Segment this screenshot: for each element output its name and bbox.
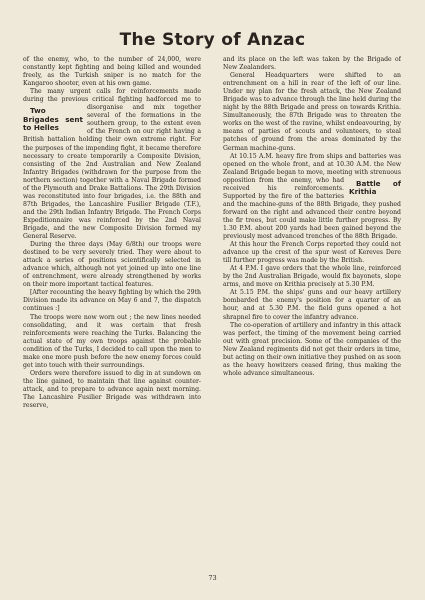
page-number: 73	[208, 574, 217, 582]
paragraph: During the three days (May 6/8th) our troops were destined to be very severely tried. They were about to attack a series of positions scientifically selected in advance which, although not yet joined up into one line of entrenchment, were already strengthened by works on their more important tactical features.	[23, 241, 201, 289]
paragraph: Orders were therefore issued to dig in at sundown on the line gained, to maintain that line against counter-attack, and to prepare to advance again next morning. The Lancashire Fusilier Brigade was withdrawn into reserve,	[23, 369, 201, 410]
paragraph	[223, 153, 401, 242]
paragraph: The co-operation of artillery and infantry in this attack was perfect, the timing of the movement being carried out with great precision. Some of the companies of the New Zealand regiments did not get their orders in time, but acting on their own initiative they pushed on as soon as the heavy howitzers ceased firing, thus making the whole advance simultaneous.	[223, 321, 401, 377]
paragraph: At 4 P.M. I gave orders that the whole line, reinforced by the 2nd Australian Brigade, would fix bayonets, slope arms, and move on Krithia precisely at 5.30 P.M.	[223, 265, 401, 289]
right-column	[223, 56, 401, 576]
side-heading-battle-of-krithia: Battle of Krithia	[349, 178, 401, 197]
paragraph	[23, 88, 201, 241]
paragraph-rest: forced me to disorganise and mix together several of the formations in the southern group, to the extent even of the French on our right having a British battalion holding their own extreme right. For the purposes of the impending fight, it became therefore necessary to create temporarily a Composite Division, consisting of the 2nd Australian and New Zealand Infantry Brigades (withdrawn for the purpose from the northern section) together with a Naval Brigade formed of the Plymouth and Drake Battalions. The 29th Division was reconstituted into four brigades, i.e. the 88th and 87th Brigades, the Lancashire Fusilier Brigade (T.F.), and the 29th Indian Infantry Brigade. The French Corps Expeditionnaire was reinforced by the 2nd Naval Brigade, and the new Composite Division formed my General Reserve.	[23, 96, 201, 241]
paragraph: [After recounting the heavy fighting by which the 29th Division made its advance on May 6 and 7, the dispatch continues :]	[23, 289, 201, 313]
paragraph: of the enemy, who, to the number of 24,000, were constantly kept fighting and being killed and wounded freely, as the Turkish sniper is no match for the Kangaroo shooter, even at his own game.	[23, 56, 201, 88]
side-heading-two-brigades: Two Brigades sent to Helles	[23, 106, 83, 133]
paragraph: The troops were now worn out ; the new lines needed consolidating, and it was certain that fresh reinforcements were reaching the Turks. Balancing the actual state of my own troops against the probable condition of the Turks, I decided to call upon the men to make one more push before the new enemy forces could get into touch with their surroundings.	[23, 313, 201, 369]
paragraph-lead: The many urgent calls for reinforcements made during the previous critical fighting had	[23, 88, 201, 104]
page-title: The Story of Anzac	[119, 30, 306, 50]
paragraph: and its place on the left was taken by the Brigade of New Zealanders.	[223, 56, 401, 72]
left-column	[23, 56, 201, 576]
paragraph: At this hour the French Corps reported they could not advance up the crest of the spur west of Kereves Dere till further progress was made by the British.	[223, 241, 401, 265]
paragraph: General Headquarters were shifted to an entrenchment on a hill in rear of the left of our line. Under my plan for the fresh attack, the New Zealand Brigade was to advance through the line held during the night by the 88th Brigade and press on towards Krithia. Simultaneously, the 87th Brigade was to threaten the works on the west of the ravine, whilst endeavouring, by means of parties of scouts and volunteers, to steal patches of ground from the areas dominated by the German machine-guns.	[223, 72, 401, 152]
paragraph: At 5.15 P.M. the ships' guns and our heavy artillery bombarded the enemy's position for a quarter of an hour, and at 5.30 P.M. the field guns opened a hot shrapnel fire to cover the infantry advance.	[223, 289, 401, 321]
paragraph-lead: At 10.15 A.M. heavy fire from ships and batteries was opened on the whole front, and at 10.30 A.M. the New Zealand Brigade began to move, meeting with strenuous opposition	[223, 152, 401, 184]
paragraph-rest: from the enemy, who had received his reinforcements. Supported by the fire of the batteries and the machine-guns of the 88th Brigade, they pushed forward on the right and advanced their centre beyond the fir trees, but could make little further progress. By 1.30 P.M. about 200 yards had been gained beyond the previously most advanced trenches of the 88th Brigade.	[223, 176, 401, 241]
